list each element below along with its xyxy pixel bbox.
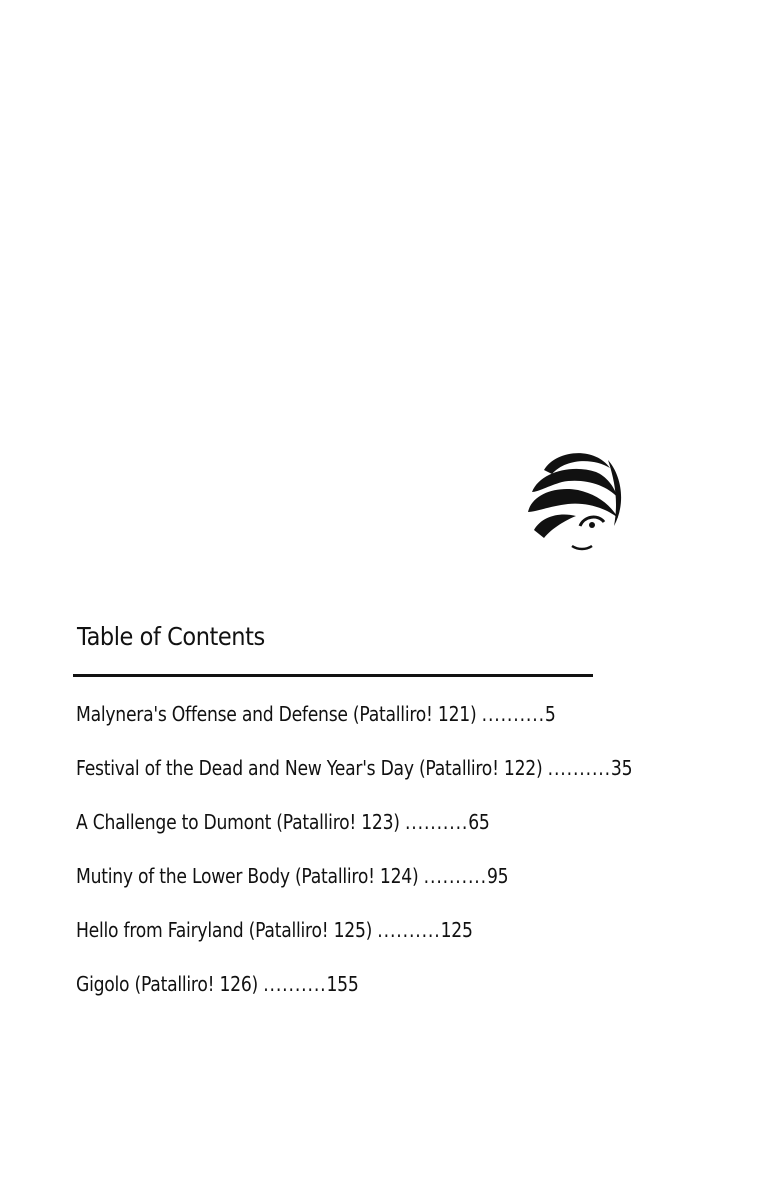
toc-entry[interactable]	[76, 756, 632, 810]
toc-entry[interactable]	[76, 810, 632, 864]
title-divider	[73, 674, 593, 677]
dot-leader: ..........	[263, 972, 327, 996]
dot-leader: ..........	[377, 918, 441, 942]
entry-title: Mutiny of the Lower Body (Patalliro! 124)	[76, 864, 419, 888]
page-number: 125	[440, 918, 473, 942]
entry-title: Festival of the Dead and New Year's Day (Patalliro! 122)	[76, 756, 543, 780]
entry-title: A Challenge to Dumont (Patalliro! 123)	[76, 810, 400, 834]
page-number: 95	[486, 864, 509, 888]
dot-leader: ..........	[547, 756, 611, 780]
toc-entry[interactable]	[76, 972, 632, 1026]
page-number: 65	[468, 810, 490, 834]
toc-entry[interactable]	[76, 918, 632, 972]
toc-list	[76, 702, 723, 1026]
toc-entry[interactable]	[76, 864, 632, 918]
dot-leader: ..........	[481, 702, 545, 726]
entry-title: Malynera's Offense and Defense (Patalliro! 121)	[76, 702, 477, 726]
dot-leader: ..........	[404, 810, 469, 834]
swirl-face-emblem-icon	[522, 446, 626, 554]
entry-title: Hello from Fairyland (Patalliro! 125)	[76, 918, 373, 942]
toc-title: Table of Contents	[77, 622, 265, 651]
dot-leader: ..........	[423, 864, 487, 888]
page-number: 155	[326, 972, 359, 996]
page-number: 5	[544, 702, 556, 726]
page-number: 35	[610, 756, 633, 780]
toc-entry[interactable]	[76, 702, 632, 756]
entry-title: Gigolo (Patalliro! 126)	[76, 972, 258, 996]
